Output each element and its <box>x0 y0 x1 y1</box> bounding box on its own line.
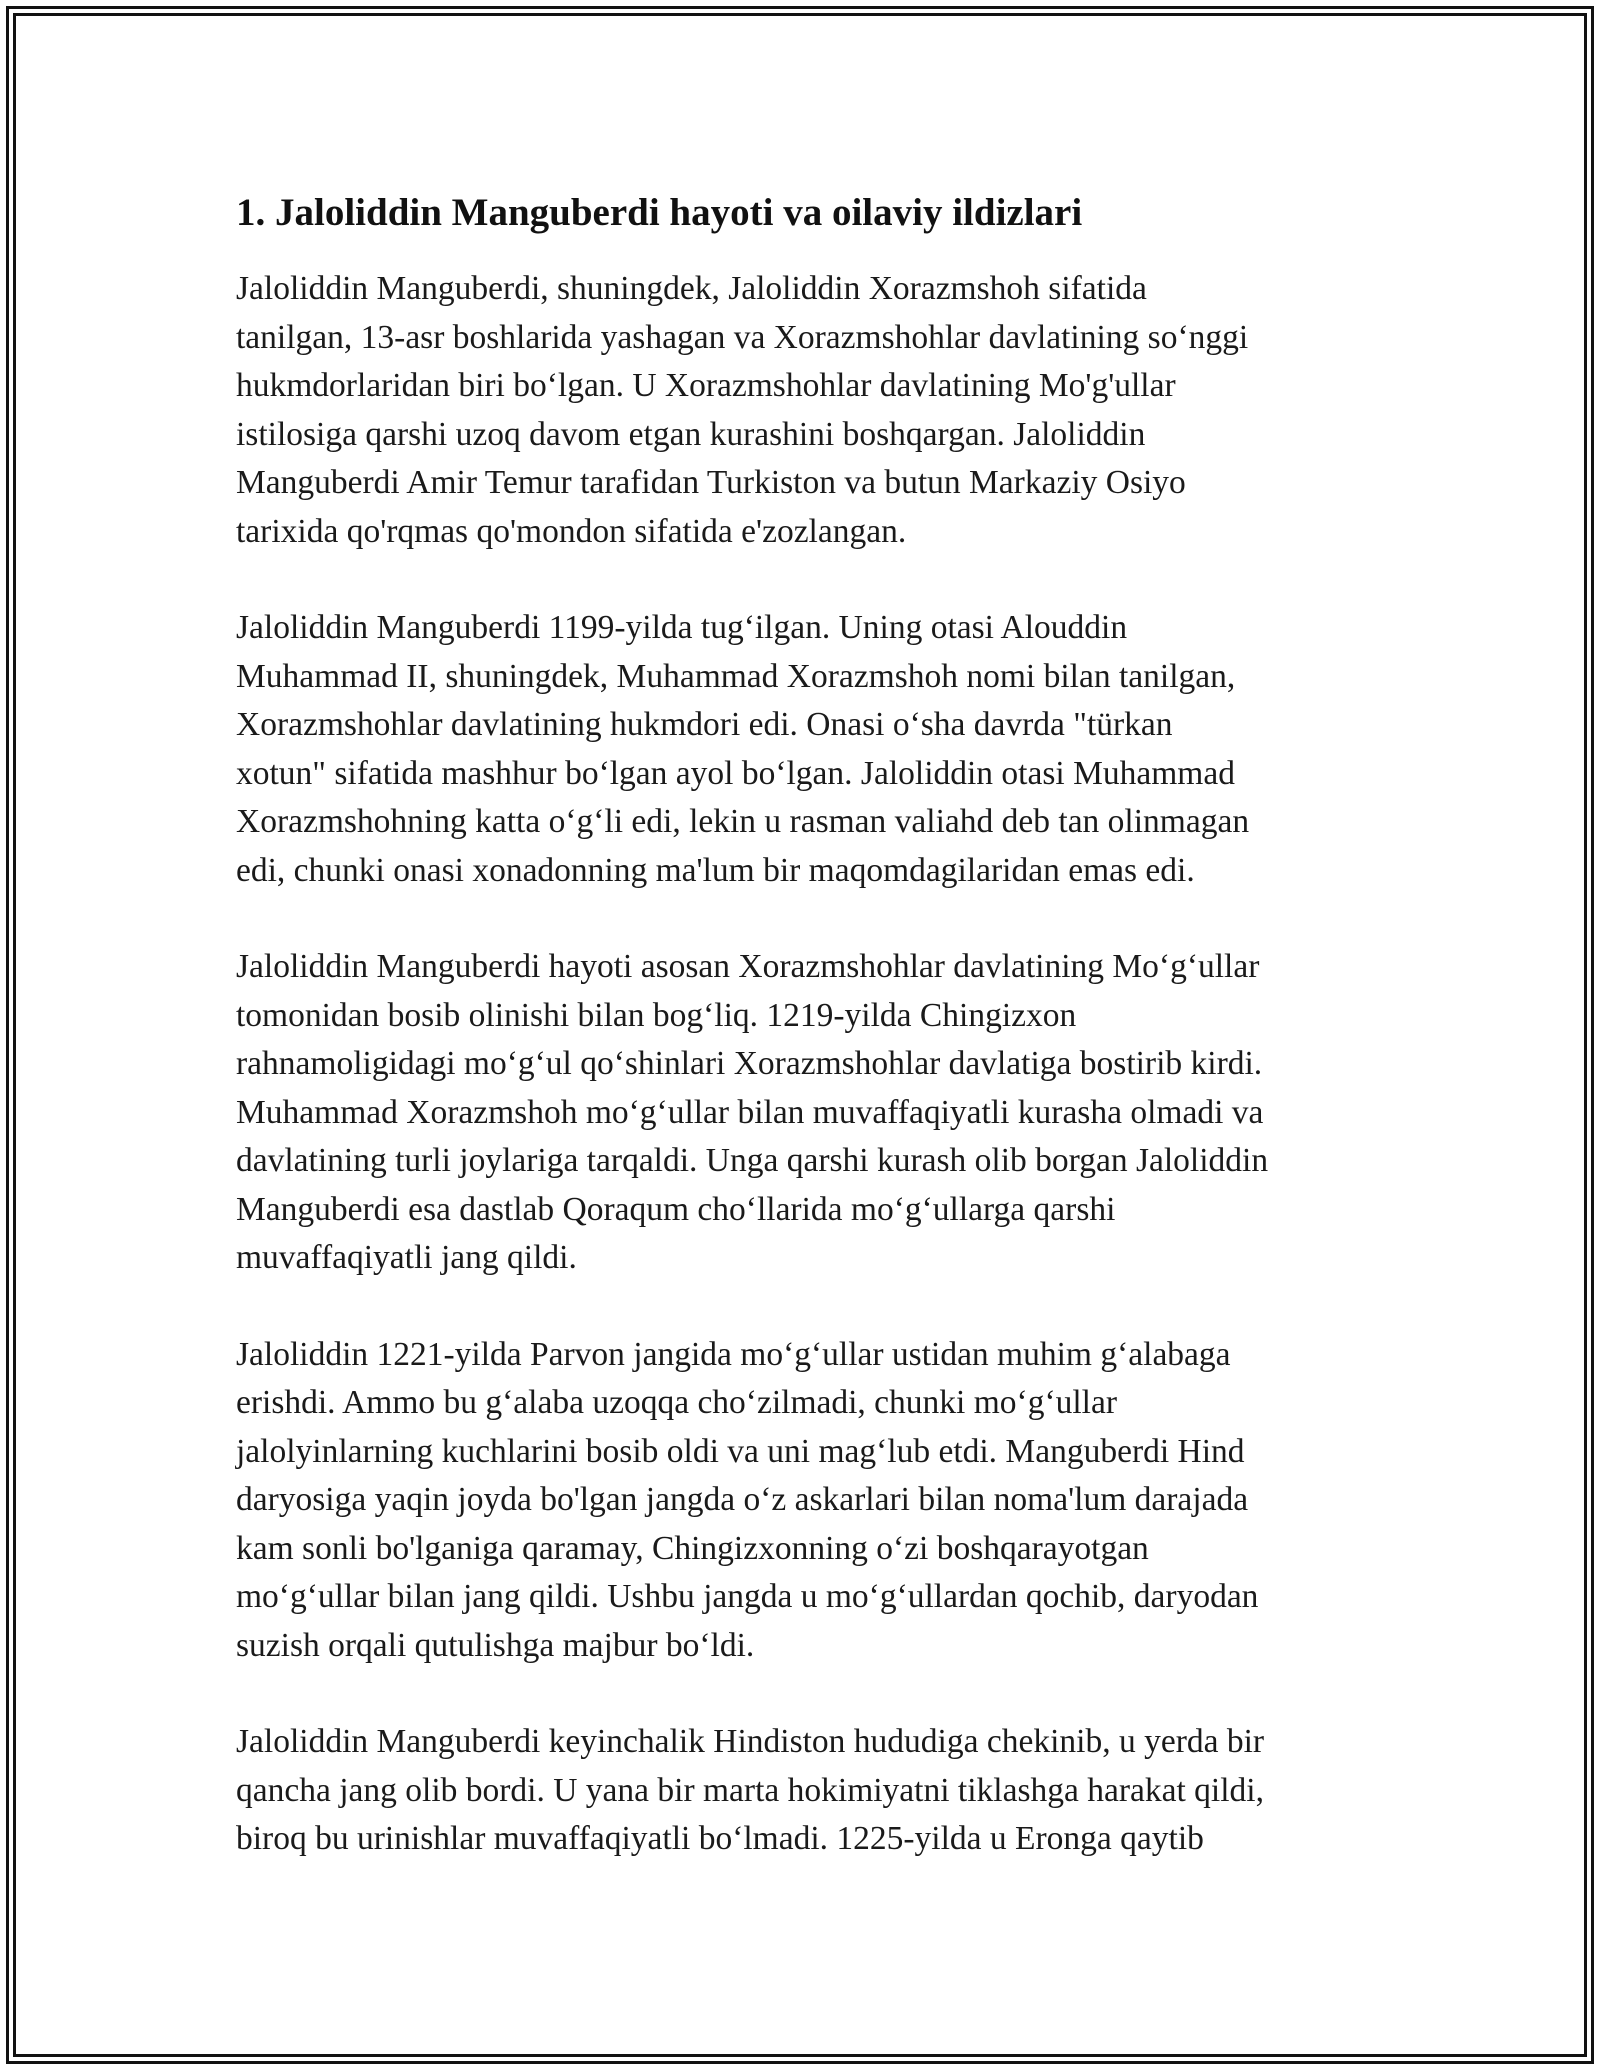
body-paragraph <box>236 604 1386 895</box>
text-line: Xorazmshohning katta o‘g‘li edi, lekin u rasman valiahd deb tan olinmagan <box>236 803 1250 840</box>
text-line: erishdi. Ammo bu g‘alaba uzoqqa cho‘zilmadi, chunki mo‘g‘ullar <box>236 1384 1117 1421</box>
body-paragraph <box>236 265 1386 556</box>
text-line: mo‘g‘ullar bilan jang qildi. Ushbu jangda u mo‘g‘ullardan qochib, daryodan <box>236 1578 1259 1615</box>
body-paragraph <box>236 1331 1386 1671</box>
text-line: daryosiga yaqin joyda bo'lgan jangda o‘z askarlari bilan noma'lum darajada <box>236 1481 1249 1518</box>
text-line: Manguberdi esa dastlab Qoraqum cho‘llarida mo‘g‘ullarga qarshi <box>236 1190 1116 1228</box>
body-paragraph <box>236 943 1386 1283</box>
text-line: Jaloliddin Manguberdi hayoti asosan Xorazmshohlar davlatining Mo‘g‘ullar <box>236 948 1260 985</box>
text-line: qancha jang olib bordi. U yana bir marta hokimiyatni tiklashga harakat qildi, <box>236 1771 1264 1809</box>
text-line: Jaloliddin Manguberdi keyinchalik Hindiston hududiga chekinib, u yerda bir <box>236 1723 1265 1760</box>
text-line: tanilgan, 13-asr boshlarida yashagan va Xorazmshohlar davlatining so‘nggi <box>236 318 1249 356</box>
paragraph-list <box>236 265 1386 1864</box>
body-paragraph <box>236 1718 1386 1864</box>
text-line: Jaloliddin Manguberdi 1199-yilda tug‘ilgan. Uning otasi Alouddin <box>236 609 1128 646</box>
text-line: muvaffaqiyatli jang qildi. <box>236 1239 577 1276</box>
text-line: xotun" sifatida mashhur bo‘lgan ayol bo‘lgan. Jaloliddin otasi Muhammad <box>236 754 1235 792</box>
section-heading: 1. Jaloliddin Manguberdi hayoti va oilaviy ildizlari <box>236 191 1083 234</box>
text-line: hukmdorlaridan biri bo‘lgan. U Xorazmshohlar davlatining Mo'g'ullar <box>236 367 1176 404</box>
text-line: edi, chunki onasi xonadonning ma'lum bir maqomdagilaridan emas edi. <box>236 851 1195 889</box>
text-line: Jaloliddin Manguberdi, shuningdek, Jaloliddin Xorazmshoh sifatida <box>236 270 1147 307</box>
text-line: suzish orqali qutulishga majbur bo‘ldi. <box>236 1626 755 1664</box>
text-line: davlatining turli joylariga tarqaldi. Unga qarshi kurash olib borgan Jaloliddin <box>236 1142 1269 1179</box>
document-body <box>236 185 1386 1864</box>
text-line: Xorazmshohlar davlatining hukmdori edi. Onasi o‘sha davrda "türkan <box>236 706 1173 743</box>
text-line: Muhammad II, shuningdek, Muhammad Xorazmshoh nomi bilan tanilgan, <box>236 657 1236 695</box>
text-line: kam sonli bo'lganiga qaramay, Chingizxonning o‘zi boshqarayotgan <box>236 1529 1149 1567</box>
text-line: tarixida qo'rqmas qo'mondon sifatida e'zozlangan. <box>236 512 907 550</box>
text-line: Jaloliddin 1221-yilda Parvon jangida mo‘g‘ullar ustidan muhim g‘alabaga <box>236 1335 1231 1373</box>
text-line: tomonidan bosib olinishi bilan bog‘liq. 1219-yilda Chingizxon <box>236 996 1077 1034</box>
text-line: rahnamoligidagi mo‘g‘ul qo‘shinlari Xorazmshohlar davlatiga bostirib kirdi. <box>236 1045 1263 1082</box>
text-line: jalolyinlarning kuchlarini bosib oldi va uni mag‘lub etdi. Manguberdi Hind <box>236 1432 1245 1470</box>
text-line: Muhammad Xorazmshoh mo‘g‘ullar bilan muvaffaqiyatli kurasha olmadi va <box>236 1093 1264 1131</box>
text-line: biroq bu urinishlar muvaffaqiyatli bo‘lmadi. 1225-yilda u Eronga qaytib <box>236 1820 1204 1857</box>
text-line: istilosiga qarshi uzoq davom etgan kurashini boshqargan. Jaloliddin <box>236 415 1146 453</box>
text-line: Manguberdi Amir Temur tarafidan Turkiston va butun Markaziy Osiyo <box>236 464 1186 501</box>
